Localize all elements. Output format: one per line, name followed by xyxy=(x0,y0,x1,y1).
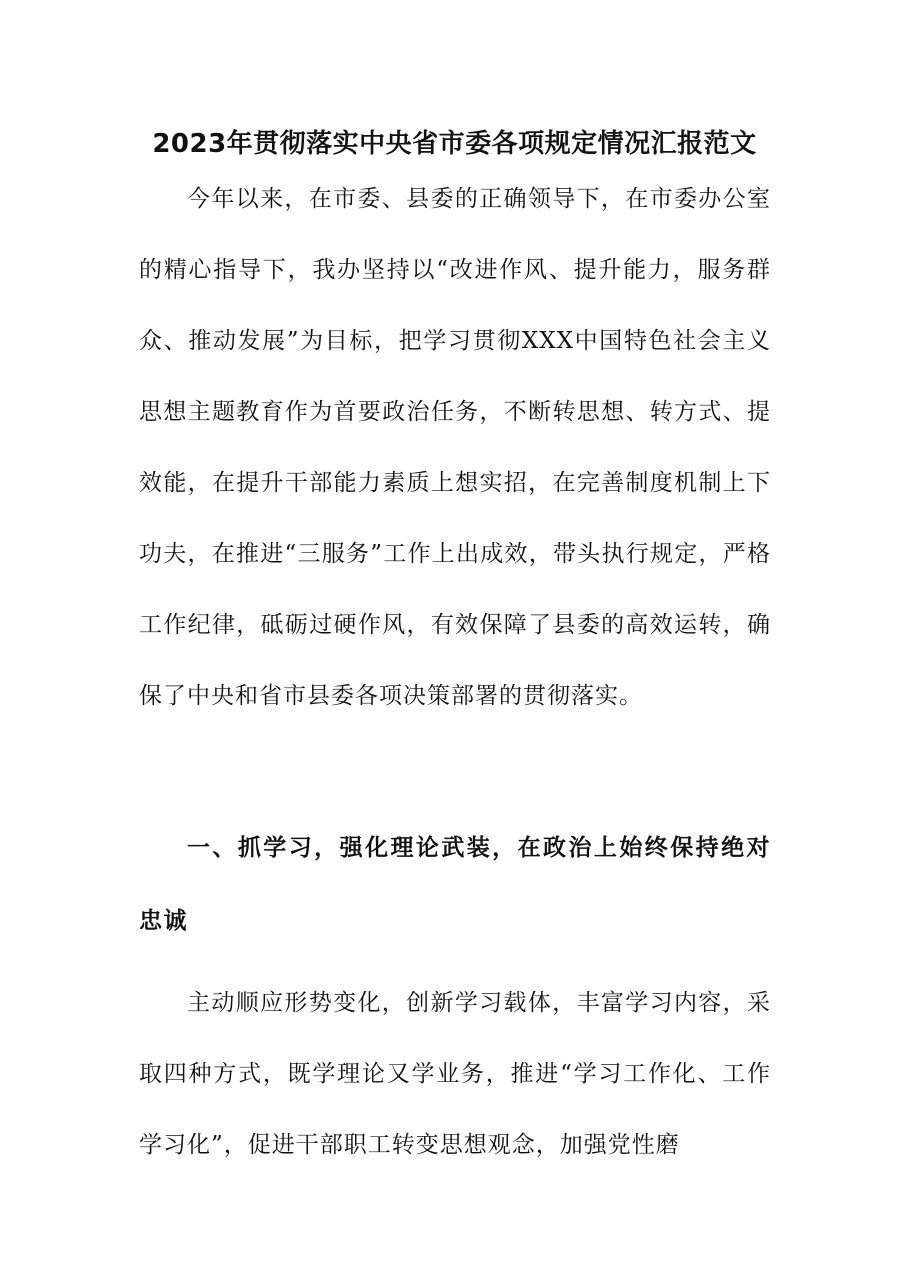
section-heading: 一、抓学习，强化理论武装，在政治上始终保持绝对忠诚 xyxy=(139,835,771,934)
intro-paragraph: 今年以来，在市委、县委的正确领导下，在市委办公室的精心指导下，我办坚持以“改进作风、提升能力，服务群众、推动发展”为目标，把学习贯彻XXX中国特色社会主义思想主题教育作为首要政治任务，不断转思想、转方式、提效能，在提升干部能力素质上想实招，在完善制度机制上下功夫，在推进“三服务”工作上出成效，带头执行规定，严格工作纪律，砥砺过硬作风，有效保障了县委的高效运转，确保了中央和省市县委各项决策部署的贯彻落实。 xyxy=(139,186,771,709)
document-title: 2023年贯彻落实中央省市委各项规定情况汇报范文 xyxy=(152,129,757,159)
section-paragraph: 主动顺应形势变化，创新学习载体，丰富学习内容，采取四种方式，既学理论又学业务，推进“学习工作化、工作学习化”，促进干部职工转变思想观念，加强党性磨 xyxy=(139,990,771,1158)
